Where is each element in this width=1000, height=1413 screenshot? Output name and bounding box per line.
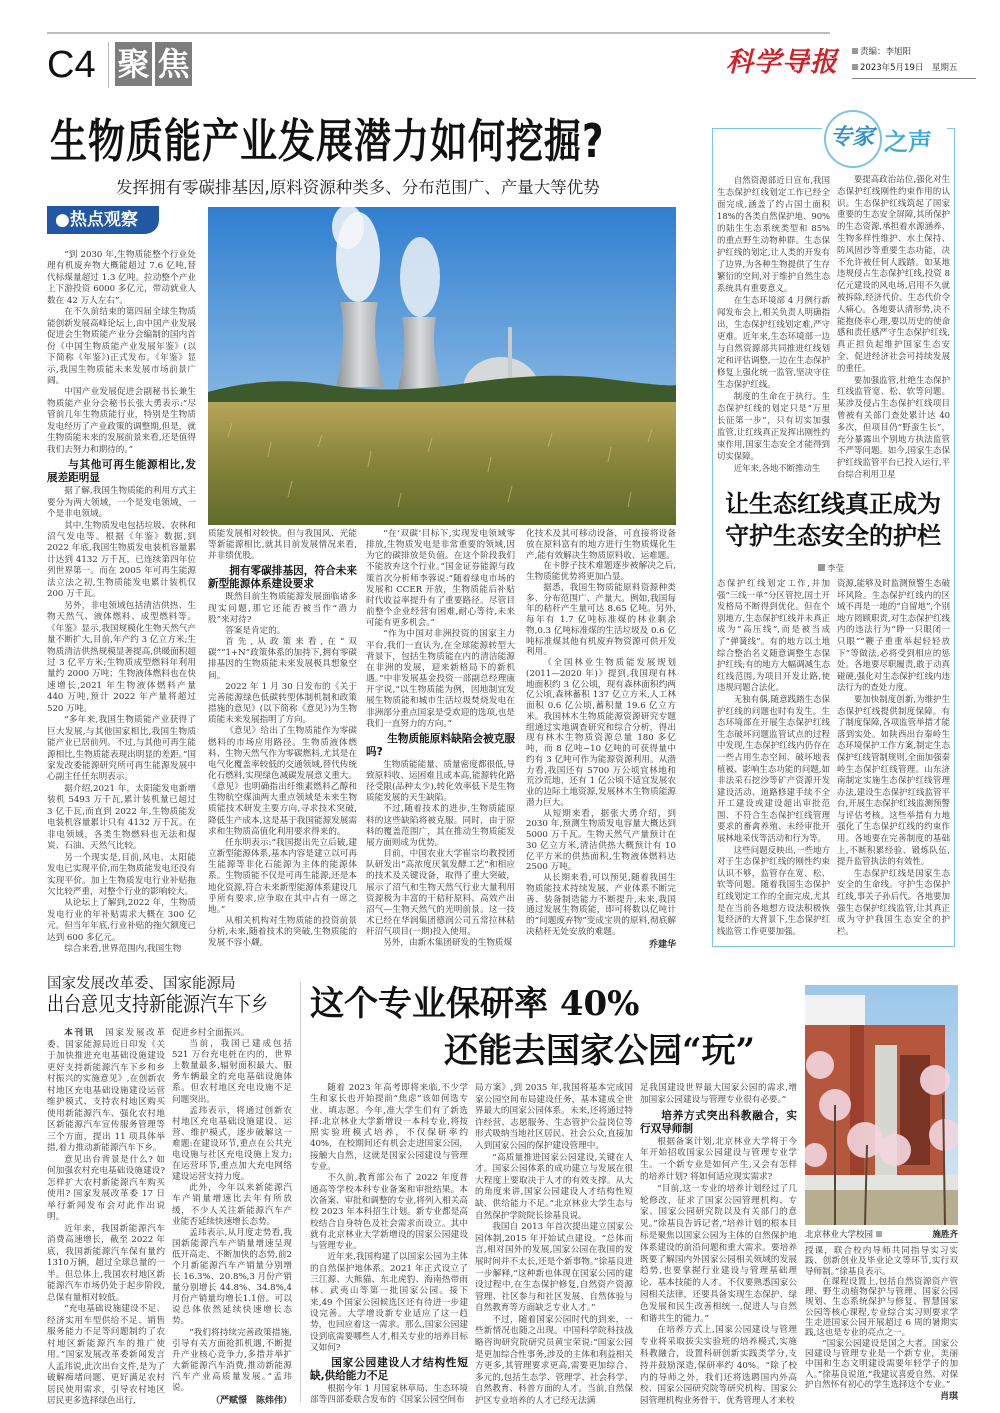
section-title bbox=[115, 42, 192, 86]
paragraph: “充电基础设施建设不足、经济实用车型供给不足、销售服务能力不足等问题制约了农村地区新能源汽车的推广使用。”国家发展改革委新闻发言人孟玮说,此次出台文件,是为了破解痴堵问题、更好满足农村居民使用需求，引导农村地区居民更多选择绿色出行, bbox=[47, 1304, 165, 1406]
headline-line: 守护生态安全的护栏 bbox=[725, 522, 941, 550]
expert-byline bbox=[818, 562, 844, 574]
page-number: C4 bbox=[47, 44, 96, 86]
paragraph: 从论坛上了解到,2022 年，生物质发电行业的年补贴需求大概在 300 亿元。但当年年底,行业补贴的拖欠额度已达到 600 多亿元。 bbox=[47, 898, 196, 943]
column-label: ●热点观察 bbox=[47, 206, 159, 234]
paragraph: 根据今年 1 月国家林草局、生态环境部等四部委联合发布的《国家公园空间布 bbox=[310, 1384, 468, 1406]
paragraph: “我们将持续完善政策措施,引导有关方面抢抓机遇,不断提升产业核心竞争力,多措并举扩大新能源汽车消费,推动新能源汽车产业高质量发展。”孟玮说。 bbox=[172, 1327, 292, 1393]
paragraph: “在‘双碳’目标下,实现发电领域零排放,生物质发电是非常重要的领域,因为它的碳排放是负值。在这个阶段我们不能放弃这个行业。”国金证券能源与政策首次分析师李蓉说:“随着绿电市场的发展和 CCER 开放，生物质能后补贴时代收益率提升有了重要路径。尽管目前整个企业经营有困难,耐心等待,未来可能有更多机会。” bbox=[366, 529, 515, 629]
park-headline-line-1: 这个专业保研率 40% bbox=[310, 984, 640, 1024]
paragraph: 孟玮表示,从月度走势看,我国新能源汽车产销量增速呈现低开高走、不断加快的态势,前2个月新能源汽车产销量分别增长 16.3%、20.8%,3 月份产销量分别增长 44.8%、34.8%,4月份产销量均增长1.1倍。可以说总体依然延续快速增长态势。 bbox=[172, 1227, 292, 1327]
paragraph: 从相关机构对生物质能的投资前景分析,未来,随着技术的突破,生物质能的发展不容小觑。 bbox=[208, 916, 357, 949]
paragraph: 根据备案计划,北京林业大学将于今年开始招收国家公园建设与管理专业学生。一个新专业是如何产生,又会有怎样的培养计划? 将如何适应现实需求? bbox=[640, 1136, 797, 1182]
paragraph: 在不久前结束的第四届全球生物质能创新发展高峰论坛上,由中国产业发展促进会生物质能产业分会编制的国内首份《中国生物质能产业发展年鉴》(以下简称《年鉴》)正式发布。《年鉴》显示,我国生物质能未来发展市场前景广阔。 bbox=[47, 307, 196, 386]
paragraph: 据介绍,2021 年，太阳能发电新增装机 5493 万千瓦,累计装机量已超过 3 亿千瓦,而直到 2022 年,生物质能发电装机容量累计只有 4132 万千瓦。在非电领域，各类生物燃料也无法和煤炭、石油、天然气比较。 bbox=[47, 783, 196, 852]
issue-info bbox=[852, 44, 976, 79]
main-headline: 生物质能产业发展潜力如何挖掘? bbox=[50, 114, 605, 169]
subheading: 与其他可再生能源相比,发展差距明显 bbox=[47, 459, 196, 485]
paragraph: 据悉，我国生物质能原料资源种类多、分布范围广、产量大。例如,我国每年的秸秆产生量可达 8.65 亿吨。另外,每年有 1.7 亿吨标准煤的林业剩余物,0.3 亿吨标准煤的生活垃圾及 0.6 亿吨标准煤其他有机废弃物资源可供开发利用。 bbox=[526, 582, 676, 658]
paragraph: 局方案》,到 2035 年,我国将基本完成国家公园空间布局建设任务，基本建成全世界最大的国家公园体系。未来,还将通过特许经营、志愿服务、生态管护公益岗位等形式吸纳当地社区居民、社会公众,直接加入到国家公园的保护建设管理中。 bbox=[475, 1083, 633, 1151]
park-column-4 bbox=[805, 1246, 958, 1402]
author-byline: 乔建华 bbox=[648, 939, 676, 950]
paragraph: 任东明表示:“我国提出先立后破,建立新型能源体系,基本内容是建立以可再生能源等非化石能源为主体的能源体系。生物质能不仅是可再生能源,还是本地化资源,符合未来新型能源体系建设几乎所有要求,应争取在其中占有一席之地。” bbox=[208, 837, 357, 915]
issue-date: 2023年5月19日 星期五 bbox=[860, 63, 958, 73]
headline-line: 让生态红线真正成为 bbox=[725, 490, 941, 518]
paragraph: 无独有偶,随意践踏生态保护红线的问题也时有发生。生态环境部在开展生态保护红线生态破坏问题监管试点的过程中发现,生态保护红线内仍存在一些占用生态空间、破坏地表植被、影响生态功能的问题,如非法采石挖沙等矿产资源开发建设活动、道路修建手续不全开工建设或建设超出审批范围、不符合生态保护红线管理要求的畜禽养殖、未经审批开展林地采伐等活动和行为等。 bbox=[717, 693, 830, 844]
paragraph: 化技术及其可移动设备，可直接将设备放在原料富有的地方进行生物质煤化生产,能有效解决生物质原料收、运难题。 bbox=[526, 529, 676, 561]
paragraph-text: 国家发展改革委、国家能源局近日印发《关于加快推进充电基础设施建设更好支持新能源汽车下乡和乡村振兴的实施意见》,在创新农村地区充电基础设施建设运营维护模式、支持农村地区购买使用新能源汽车、强化农村地区新能源汽车宣传服务管理等三个方面，提出 11 项具体举措,着力推动新能源汽车下乡。 bbox=[47, 1028, 165, 1153]
paragraph: 不久前,教育部公布了 2022 年度普通高等学校本科专业备案和审批结果。本次备案、审批和调整的专业,将列入相关高校 2023 年本科招生计划。新专业都是高校结合自身特色及社会需求而设立。其中就有北京林业大学新增设的国家公园建设与管理专业。 bbox=[310, 1173, 468, 1252]
main-column-3 bbox=[366, 529, 515, 949]
divider bbox=[300, 982, 301, 1402]
paragraph: 据了解,我国生物质能的利用方式主要分为两大领域，一个是发电领域，一个是非电领域。 bbox=[47, 486, 196, 520]
paragraph: 当前，我国已建成包括 521 万台充电桩在内的，世界上数量最多,辐射面积最大、服务车辆最全的充电基础设施体系。但农村地区充电设施不足问题突出。 bbox=[172, 1039, 292, 1105]
editor: 责编：李旭阳 bbox=[860, 47, 912, 57]
paragraph: 资源,能够及时监测预警生态破坏风险。生态保护红线内的区域不再是一地的“自留地”,个别地方罔顾职责,对生态保护红线内的违法行为“睁一只眼闭一只眼”“鞭子重重举起轻轻放下”等做法,必将受到相应的惩处。各地要尽职履责,敢于动真碰硬,强化对生态保护红线内违法行为的查处力度。 bbox=[837, 578, 950, 693]
campus-building-blossom-photo bbox=[805, 985, 958, 1225]
square-bullet-icon bbox=[876, 1231, 882, 1237]
square-bullet-icon bbox=[818, 564, 825, 571]
main-column-1 bbox=[47, 250, 196, 956]
subheading: 生物质能原料缺陷会被克服吗? bbox=[366, 732, 515, 758]
masthead-logo: 科学导报 bbox=[726, 47, 838, 78]
park-column-2 bbox=[475, 1083, 633, 1408]
paragraph: 在生态环境部 4 月例行新闻发布会上,相关负责人明确指出，生态保护红线划定难,严守更难。近年来,生态环境部一边与自然资源部共同推进红线划定和评估调整,一边在生态保护修复上强化统一监管,坚决守住生态保护红线。 bbox=[717, 295, 830, 389]
paragraph: 答案是肯定的。 bbox=[225, 625, 286, 636]
paragraph: 质能发展相对较快。但与我国风、光能等新能源相比,就其目前发展情况来看,并非绩优股。 bbox=[208, 529, 357, 562]
expert-headline bbox=[716, 488, 950, 552]
expert-lower-column-2 bbox=[837, 578, 950, 937]
paragraph: 促进乡村全面振兴。 bbox=[172, 1028, 250, 1038]
paragraph: “作为中国对非洲投资的国家主力平台,我们一直认为,在全球能源转型大背景下，包括生物质能在内的清洁能源在非洲的发展，迎来新格局下的新机遇。”中非发展基金投资一部副总经理康开宇说,“以生物质能为例，因地制宜发展生物质能和城市生活垃圾焚烧发电在非洲部分重点国家是受欢迎的选项,也是我们一直努力的方向。” bbox=[366, 629, 515, 729]
top-rule bbox=[47, 32, 830, 34]
paragraph: 另外，由新木集团研发的生物质煤 bbox=[383, 938, 513, 949]
paragraph bbox=[47, 1028, 165, 1155]
expert-lower-column-1 bbox=[717, 578, 830, 937]
paragraph: 中国产业发展促进会副秘书长兼生物质能产业分会秘书长张大勇表示:“尽管前几年生物质能行业，特别是生物质发电经历了产业政策的调整期,但是，就生物质能未来的发展前景来看,还是值得我们去努力和期待的。” bbox=[47, 387, 196, 455]
power-plant-wheat-field-photo bbox=[208, 207, 676, 525]
park-column-1 bbox=[310, 1083, 468, 1407]
caption-text: 北京林业大学校园 bbox=[805, 1230, 874, 1240]
paragraph: “到 2030 年,生物质能整个行业处理有机废弃物大概能超过 7.6 亿吨,替代标煤量超过 1.3 亿吨。拉动整个产业上下游投资 6000 多亿元，带动就业人数在 42 万人左右”。 bbox=[47, 250, 196, 306]
paragraph: 不过,随着技术的进步,生物质能原料的这些缺陷将被克服。同时，由于原料的覆盖范围广，其在推动生物质能发展方面则成为优势。 bbox=[366, 804, 515, 848]
paragraph: “国家公园建设是国之大者。国家公园建设与管理专业是一个新专业，美丽中国和生态文明建设需要年轻学子的加入。”徐基良说道,“我建议喜爱自然、对保护自然怀有初心的学生选择这个专业。” bbox=[805, 1338, 958, 1390]
paragraph: 态保护红线划定工作,并加强“三线一单”分区管控,国土开发格局不断得到优化。但在个别地方,生态保护红线并未真正成为“高压线”,而是被当成了“弹簧线”。有的地方以土地综合整治名义随意调整生态保护红线;有的地方大幅调减生态红线范围,为项目开发让路,使违规问题合法化。 bbox=[717, 578, 830, 693]
paragraph: 随着 2023 年高考即将来临,不少学生和家长也开始提前“焦虑”该如何选专业、填志愿。今年,准大学生们有了新选择:北京林业大学新增设一本科专业,将按照实验班模式培养，不仅保研率约 40%，在校期间还有机会走进国家公园，接触大自然，这就是国家公园建设与管理专业。 bbox=[310, 1083, 468, 1173]
main-column-4 bbox=[526, 529, 676, 950]
paragraph: 另外，非电领域包括清洁供热、生物天然气、液体燃料、成型燃料等。《年鉴》显示,我国规模化生物天然气产量不断扩大,目前,年产约 3 亿立方米;生物质清洁供热规模显著提高,供暖面积超过 3 亿平方米;生物质成型燃料年利用量约 2000 万吨；生物液体燃料也在快速增长,2021 年生物液体燃料产量 440 万吨,预计 2022 年产量将超过 520 万吨。 bbox=[47, 600, 196, 714]
expert-voice-badge bbox=[822, 110, 947, 172]
author-byline: （严赋憬 陈炜伟） bbox=[210, 1396, 292, 1407]
paragraph: 不过，随着国家公园时代的到来，一些新情况也随之出现。中国科学院科技战略咨询研究院研究员黄宝荣说:“国家公园是更加综合性事务,涉及的主体和利益相关方更多,其管理要求更高,需要更加综合、多元的,包括生态学、管理学、社会科学、自然教育、科普方面的人才。当前,自然保护区专业培养的人才已经无法满 bbox=[475, 1314, 633, 1407]
paragraph: 足我国建设世界最大国家公园的需求,增加国家公园建设与管理专业很有必要。” bbox=[640, 1083, 797, 1105]
ev-kicker: 国家发展改革委、国家能源局 bbox=[47, 976, 236, 992]
subheading: 拥有零碳排基因，符合未来新型能源体系建设要求 bbox=[208, 565, 357, 591]
paragraph: 既然目前生物质能源发展面临诸多现实问题,那它还能否被当作“潜力股”来对待? bbox=[208, 592, 357, 625]
paragraph: 此外，今年以来新能源汽车产销量增速比去年有所放缓，不少人关注新能源汽车产业能否延续快速增长态势。 bbox=[172, 1183, 292, 1227]
photo-caption bbox=[805, 1228, 958, 1243]
paragraph: 《全国林业生物质能发展规划(2011—2020 年)》提到,我国现有林地面积约 3 亿公顷，现有森林面积约两亿公顷,森林蓄积 137 亿立方米,人工林面积 0.6 亿公顷,蓄积量 19.6 亿立方米。我国林木生物质能源资源研究专题组通过实地调查研究和综合分析，得出现有林木生物质资源总量 180 多亿吨，而 8 亿吨~10 亿吨的可获得量中约有 3 亿吨可作为能源资源利用。从潜力看,我国还有 5700 万公顷宜林地和荒沙荒地，还有 1 亿公顷不适宜发展农业的边际土地资源,发展林木生物质能源潜力巨大。 bbox=[526, 658, 676, 808]
paragraph: 授课，联合校内导师共同指导实习实践、创新创业及毕业论文等环节,实行双导师制。”徐基良表示。 bbox=[805, 1246, 958, 1277]
paragraph: 综合来看,世界范围内,我国生物 bbox=[64, 944, 182, 955]
ev-column-2 bbox=[172, 1028, 292, 1407]
dateline: 本刊讯 bbox=[64, 1028, 95, 1038]
column-label-text: 热点观察 bbox=[69, 210, 138, 230]
paragraph: 首先,从政策来看,在“双碳”“1+N”政策体系的加持下,拥有零碳排基因的生物质能未来发展极具想象空间。 bbox=[208, 637, 357, 681]
paragraph: 在培养方式上,国家公园建设与管理专业将采取拔尖实验班的培养模式,实施科教融合，设置科研创新实践类学分,支持并鼓励深造,保研率约 40%。“除了校内的导师之外，我们还将选聘国内外高校、国家公园研究院等研究机构、国家公园管理机构业务骨干、优秀管理人才来校 bbox=[640, 1325, 797, 1407]
paragraph: 近年来,我国构建了以国家公园为主体的自然保护地体系。2021 年正式设立了三江源、大熊猫、东北虎豹、海南热带雨林、武夷山等第一批国家公园。接下来,49 个国家公园候选区还有待进一步建设完善。大学增设新专业适应了这一趋势，也回应着这一需求。那么,国家公园建设到底需要哪些人才,相关专业的培养目标又如何? bbox=[310, 1252, 468, 1353]
paragraph: 目前，中国农业大学崔宗均教授团队研发出“高浓度厌氧发酵工艺”和相应的技术及关键设备，取得了重大突破，展示了沼气和生物天然气行业大量利用资源极为丰富的干秸秆原料、高效产出沼气—生物天然气的光明前景。这一技术已经在华润集团德润公司五常拉林秸秆沼气项目(一期)投入使用。 bbox=[366, 849, 515, 938]
paragraph: “目前,这一专业的培养计划经过了几轮修改，征求了国家公园管理机构、专家、国家公园研究院以及有关部门的意见。”徐基良告诉记者,“培养计划的根本目标是聚焦以国家公园为主体的自然保护地体系建设的前沿问题和重大需求。要培养既要了解国内外国家公园相关领域的发展趋势,也要掌握行业建设与管理基础理论、基本技能的人才。不仅要熟悉国家公园相关法律，还要具备实现生态保护、绿色发展和民生改善相统一,促进人与自然和谐共生的能力。” bbox=[640, 1183, 797, 1324]
photographer: 施胜齐 bbox=[932, 1230, 958, 1240]
byline-name: 李莹 bbox=[827, 564, 845, 574]
paragraph: 要加强监管,杜绝生态保护红线监管宽、松、软等问题。某涉及侵占生态保护红线项目曾被有关部门查处累计达 40 多次，但项目仍“野蛮生长”，充分暴露出个别地方执法监管不严等问题。如今,国家生态保护红线监管平台已投入运行,平台综合利用卫星 bbox=[837, 374, 950, 479]
paragraph: 要加快制度创新,为维护生态保护红线提供制度保障。有了制度保障,各项监管举措才能落到实处。如陕西出台秦岭生态环境保护工作方案,制定生态保护红线管制规则,全面加强秦岭生态保护红线管理。山东济南制定实施生态保护红线管理办法,建设生态保护红线监管平台,开展生态保护红线监测预警与评估考核。这些举措有力地强化了生态保护红线的约束作用。各地要在完善制度的基础上,不断积累经验、锻炼队伍,提升监管执法的有效性。 bbox=[837, 693, 950, 867]
paragraph: 孟玮表示，将通过创新农村地区充电基础设施建设、运营、维护模式，逐步破解这一难题:在建设环节,重点在公共充电设施与社区充电设施上发力;在运营环节,重点加大充电网络建设运营支持力度。 bbox=[172, 1105, 292, 1183]
paragraph: 近年来，我国新能源汽车消费高速增长，截至 2022 年底，我国新能源汽车保有量约 1310万辆，超过全球总量的一半。但总体上,我国农村地区新能源汽车市场仍处于起步阶段,总保有量相对较低。 bbox=[47, 1223, 165, 1303]
subheading: 培养方式突出科教融合，实行双导师制 bbox=[640, 1109, 797, 1135]
paragraph: 要提高政治站位,强化对生态保护红线刚性约束作用的认识。生态保护红线筑起了国家重要的生态安全屏障,其所保护的生态资源,承担着水源涵养、生物多样性维护、水土保持、防风固沙等重要生态功能，决不允许被任何人践踏。如某地违规侵占生态保护红线,投资 8 亿元建设的风电场,启用不久就被拆除,经济代价、生态代价令人痛心。各地要认清形势,决不能抱侥幸心理,要以历史的使命感和责任感严守生态保护红线,真正担负起维护国家生态安全、促进经济社会可持续发展的重任。 bbox=[837, 174, 950, 373]
park-column-3 bbox=[640, 1083, 797, 1408]
ev-headline: 出台意见支持新能源汽车下乡 bbox=[47, 993, 268, 1017]
paragraph: “高质量推进国家公园建设,关键在人才。国家公园体系的成功建立与发展在很大程度上要取决于人才的有效支撑。从大的角度来讲,国家公园建设人才结构性短缺、供给能力不足。”北京林业大学生态与自然保护学院院长徐基良说。 bbox=[475, 1152, 633, 1221]
main-subheadline: 发挥拥有零碳排基因,原料资源种类多、分布范围广、产量大等优势 bbox=[116, 178, 600, 197]
paragraph: 自然资源部近日宣布,我国生态保护红线划定工作已经全面完成,涵盖了约占国土面积 18%的各类自然保护地、90%的陆生生态系统类型和 85%的重点野生动物种群。生态保护红线的划定,让人类的开发有了边界,为各种生物提供了生存繁衍的空间,对于维护自然生态系统具有重要意义。 bbox=[717, 175, 830, 293]
paragraph: 从短期来看，据张大勇介绍，到 2030 年,预测生物质发电容量大概达到 5000 万千瓦。生物天然气产量预计在 30 亿立方米,清洁供热大概预计有 10 亿平方米的供热面积,生物液体燃料达 2500 万吨。 bbox=[526, 808, 676, 873]
divider bbox=[108, 42, 109, 88]
paragraph: 生态保护红线是国家生态安全的生命线。守护生态保护红线,事关子孙后代。各地要加强生态保护红线监管,让其真正成为守护我国生态安全的护栏。 bbox=[837, 867, 950, 936]
paragraph: “多年来,我国生物质能产业获得了巨大发展,与其他国家相比,我国生物质能产业已居前列。不过,与其他可再生能源相比,生物质能表现出明显的差距。”国家发改委能源研究所可再生能源发展中心副主任任东明表示。 bbox=[47, 715, 196, 783]
paragraph: 我国自 2013 年首次提出建立国家公园体制,2015 年开始试点建设。“总体而言,相对国外的发展,国家公园在我国的发展时间并不太长,还是个新事物。”徐基良进一步解释,“这种新也体现在国家公园的建设过程中,在生态保护修复,自然资产资源管理、社区参与和社区发展、自然体验与自然教育等方面缺乏专业人才。” bbox=[475, 1222, 633, 1314]
paragraph: 这些问题反映出,一些地方对于生态保护红线的刚性约束认识不够，监管存在宽、松、软等问题。随着我国生态保护红线划定工作的全面完成,尤其是在当前各地想方设法积极恢复经济的大背景下,生态保护红线监管工作更要加强。 bbox=[717, 844, 830, 936]
paragraph: 近年来,各地不断推动生 bbox=[733, 463, 821, 473]
badge-text: 之声 bbox=[884, 128, 932, 156]
paragraph: 其中,生物质发电包括垃圾、农林和沼气发电等。根据《年鉴》数据,到 2022 年底,我国生物质发电装机容量累计达到 4132 万千瓦，已连续第四年位列世界第一。而在 2005 年可再生能源法立法之初,生物质能发电累计装机仅 200 万千瓦。 bbox=[47, 520, 196, 600]
section-char: 聚 bbox=[115, 42, 152, 86]
square-bullet-icon bbox=[852, 64, 858, 70]
paragraph: 另一个现实是,目前,风电、太阳能发电已实现平价,而生物质能发电还没有实现平价。加上生物质发电行业补贴拖欠比较严重，对整个行业的影响较大。 bbox=[47, 852, 196, 898]
subheading: 国家公园建设人才结构性短缺,供给能力不足 bbox=[310, 1357, 468, 1383]
expert-upper-column-1 bbox=[717, 174, 830, 474]
paragraph: 生物质能能量、质量密度都很低,导致原料收、运困难且成本高,能源转化路径受限(品种太少),转化效率低下是生物质能发展的天生缺陷。 bbox=[366, 759, 515, 804]
paragraph: 2022 年 1 月 30 日发布的《关于完善能源绿色低碳转型体制机制和政策措施的意见》(以下简称《意见》)为生物质能未来发展指明了方向。 bbox=[208, 681, 357, 726]
main-column-2 bbox=[208, 529, 357, 949]
section-char: 焦 bbox=[155, 42, 192, 86]
paragraph: 从长期来看,可以预见,随着我国生物质能技术持续发展、产业体系不断完善、装备制造能力不断提升,未来,我国通过发展生物质能，即可将数以亿吨计的“问题废弃物”变成宝贵的原料,彻底解决秸秆无处安放的难题。 bbox=[526, 873, 676, 937]
paragraph: 《意见》给出了生物质能作为零碳燃料的市场应用路径。生物质液体燃料、生物天然气作为零碳燃料,尤其是在电气化覆盖率较低的交通领域,替代传统化石燃料,实现绿色减碳发展意义重大。《意见》也明确指出纤维素燃料乙醇和生物航空煤油两大重点领域是未来生物质能技术研发主要方向,寻求技术突破,降低生产成本,这是基于我国能源发展需求和生物质高值化利用要求得来的。 bbox=[208, 726, 357, 837]
park-headline-line-2: 还能去国家公园“玩” bbox=[444, 1031, 756, 1071]
paragraph: 意见出台背景是什么? 如何加强农村充电基础设施建设? 怎样扩大农村新能源汽车购买使用? 国家发展改革委 17 日举行新闻发布会对此作出说明。 bbox=[47, 1154, 165, 1222]
paragraph: 制度的生命在于执行。生态保护红线的划定只是“万里长征第一步”，只有切实加强监管,让红线真正发挥出刚性约束作用,国家生态安全才能得到切实保障。 bbox=[717, 391, 830, 461]
paragraph: 在课程设置上,包括自然资源资产管理、野生动植物保护与管理、国家公园规划、生态系统保护与修复、智慧国家公园等核心课程,专业综合实习则要求学生走进国家公园开展超过 6 周的暑期实践,这也是专业的亮点之一。 bbox=[805, 1276, 958, 1339]
author-byline: 肖琪 bbox=[940, 1392, 958, 1403]
ev-column-1 bbox=[47, 1028, 165, 1408]
paragraph: 在卡脖子技术难题逐步被解决之后,生物质能优势将更加凸显。 bbox=[526, 561, 676, 582]
badge-text: 专家 bbox=[830, 124, 875, 150]
square-bullet-icon bbox=[852, 48, 858, 54]
expert-upper-column-2 bbox=[837, 174, 950, 481]
